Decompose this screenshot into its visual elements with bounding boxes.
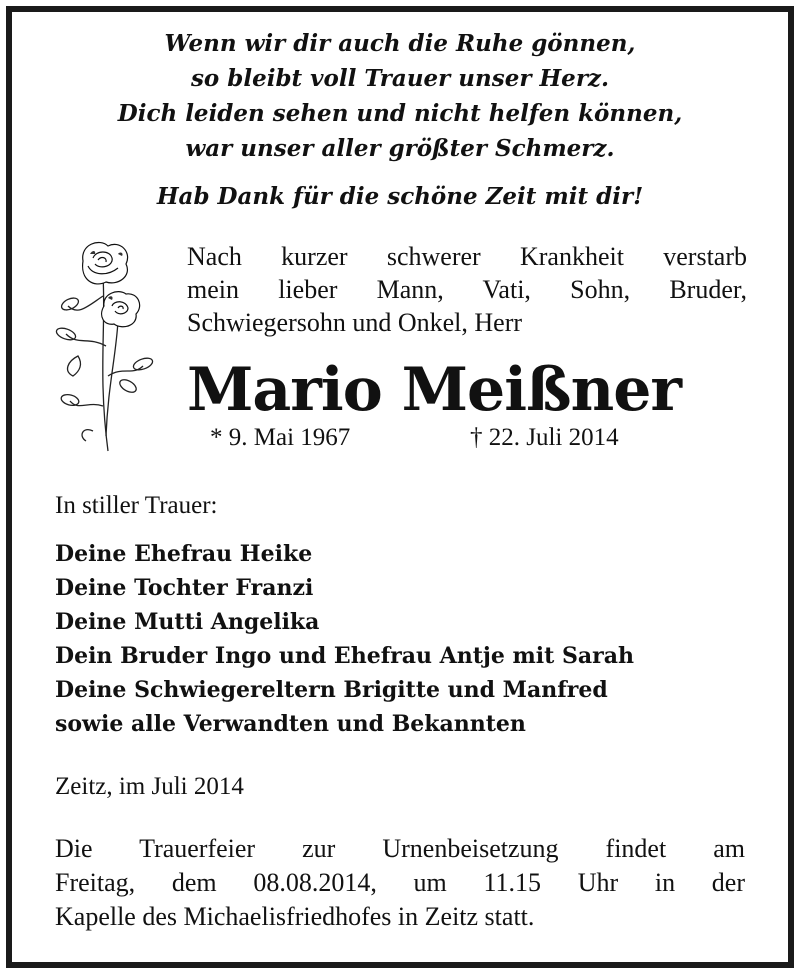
thanks-line: Hab Dank für die schöne Zeit mit dir!: [156, 183, 644, 210]
list-item: Deine Tochter Franzi: [55, 575, 314, 601]
family-list: [55, 537, 634, 741]
poem-line: Dich leiden sehen und nicht helfen können,: [117, 100, 683, 127]
funeral-notice: [55, 832, 745, 934]
intro-line: Schwiegersohn und Onkel, Herr: [187, 308, 523, 337]
birth-date: * 9. Mai 1967: [210, 424, 351, 451]
list-item: Deine Mutti Angelika: [55, 609, 320, 635]
list-item: Deine Ehefrau Heike: [55, 541, 313, 567]
intro-line: Nach kurzer schwerer Krankheit verstarb: [187, 242, 747, 271]
mourning-heading: In stiller Trauer:: [55, 492, 218, 519]
intro-line: mein lieber Mann, Vati, Sohn, Bruder,: [187, 275, 747, 304]
rose-illustration-icon: [48, 236, 156, 456]
deceased-name: Mario Meißner: [187, 355, 681, 425]
list-item: Deine Schwiegereltern Brigitte und Manfred: [55, 677, 608, 703]
intro-text: [187, 240, 747, 339]
list-item: sowie alle Verwandten und Bekannten: [55, 711, 526, 737]
poem: [0, 26, 800, 166]
notice-line: Kapelle des Michaelisfriedhofes in Zeitz statt.: [55, 902, 535, 931]
death-date: † 22. Juli 2014: [470, 424, 619, 451]
place-date: Zeitz, im Juli 2014: [55, 773, 244, 800]
notice-line: Freitag, dem 08.08.2014, um 11.15 Uhr in der: [55, 868, 745, 897]
poem-line: so bleibt voll Trauer unser Herz.: [190, 65, 610, 92]
notice-line: Die Trauerfeier zur Urnenbeisetzung findet am: [55, 834, 745, 863]
list-item: Dein Bruder Ingo und Ehefrau Antje mit Sarah: [55, 643, 634, 669]
poem-line: war unser aller größter Schmerz.: [185, 135, 615, 162]
poem-line: Wenn wir dir auch die Ruhe gönnen,: [164, 30, 636, 57]
